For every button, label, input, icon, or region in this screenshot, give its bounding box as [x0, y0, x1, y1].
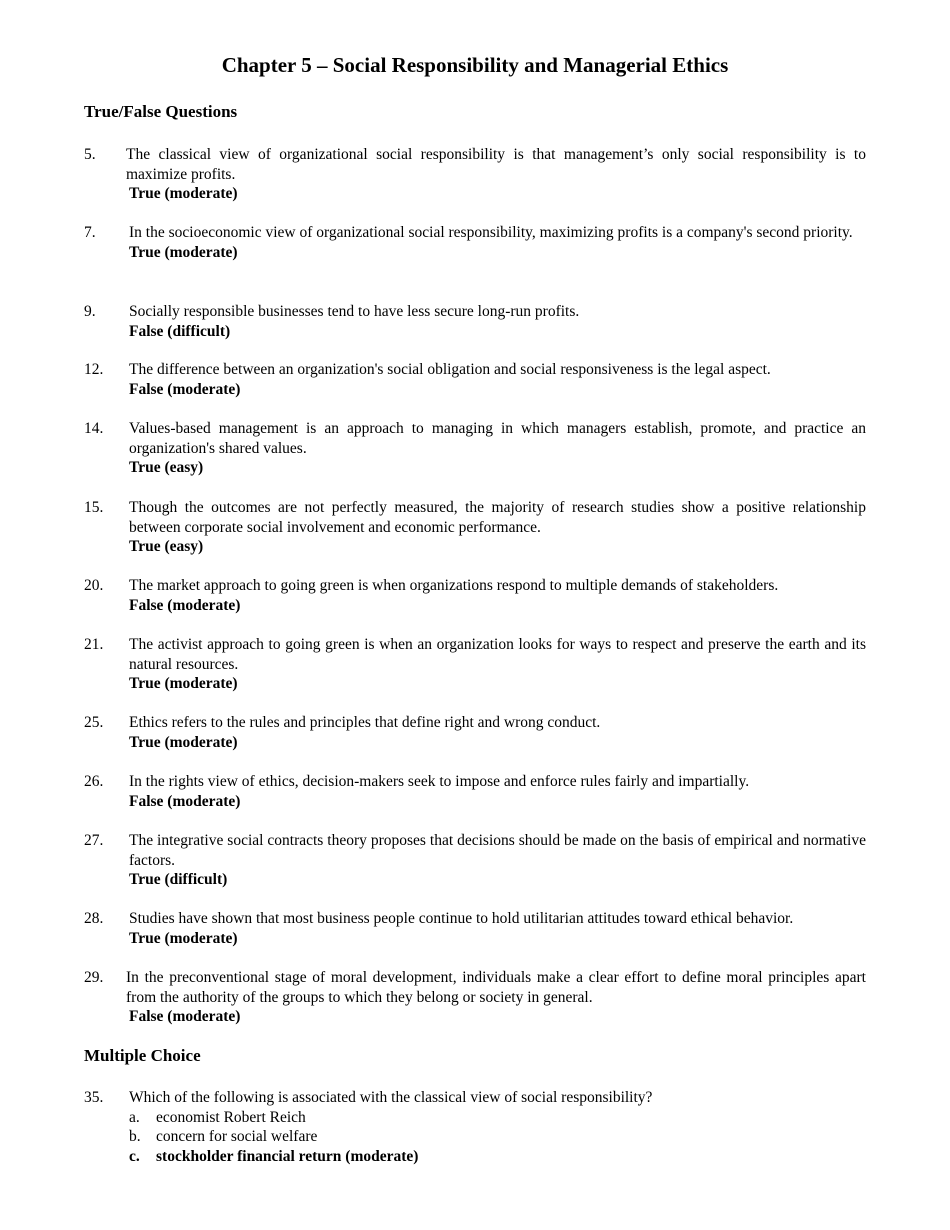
- question-number: 21.: [84, 636, 104, 653]
- question-number: 29.: [84, 969, 104, 986]
- question-answer: False (difficult): [129, 322, 231, 340]
- question-text: The market approach to going green is when organizations respond to multiple demands of stakeholders.: [129, 577, 779, 594]
- question-text: Ethics refers to the rules and principles that define right and wrong conduct.: [129, 714, 601, 731]
- option-text: stockholder financial return (moderate): [156, 1147, 419, 1165]
- question-item: [84, 223, 866, 262]
- question-text: Though the outcomes are not perfectly measured, the majority of research studies show a positive relationship between corporate social involvement and economic performance.: [129, 499, 866, 536]
- question-answer: True (difficult): [129, 871, 228, 888]
- question-answer: True (moderate): [129, 675, 238, 692]
- question-number: 20.: [84, 577, 104, 594]
- question-number: 5.: [84, 146, 96, 163]
- question-number: 15.: [84, 499, 104, 516]
- question-number: 14.: [84, 420, 104, 437]
- question-text: Values-based management is an approach to managing in which managers establish, promote, and practice an organization's shared values.: [129, 420, 866, 457]
- question-item: [84, 635, 866, 694]
- question-item: [84, 360, 866, 399]
- question-item: [84, 909, 866, 948]
- question-item: [84, 145, 866, 204]
- question-answer: False (moderate): [129, 1008, 241, 1025]
- question-answer: True (easy): [129, 538, 204, 555]
- question-answer: False (moderate): [129, 792, 241, 810]
- question-text: Socially responsible businesses tend to have less secure long-run profits.: [129, 303, 580, 320]
- question-item: [84, 968, 866, 1027]
- question-text: In the preconventional stage of moral development, individuals make a clear effort to define moral principles apart from the authority of the groups to which they belong or society in general.: [126, 969, 866, 1006]
- question-number: 26.: [84, 773, 104, 790]
- question-answer: False (moderate): [129, 380, 241, 398]
- question-answer: False (moderate): [129, 596, 241, 614]
- question-item: [84, 576, 866, 615]
- question-text: The classical view of organizational social responsibility is that management’s only social responsibility is to maximize profits.: [126, 146, 866, 183]
- question-text: The activist approach to going green is when an organization looks for ways to respect and preserve the earth and its natural resources.: [129, 636, 866, 673]
- question-item: [84, 772, 866, 811]
- question-number: 12.: [84, 361, 104, 378]
- question-number: 28.: [84, 910, 104, 927]
- question-number: 25.: [84, 714, 104, 731]
- question-number: 7.: [84, 224, 96, 241]
- option-letter: c.: [129, 1147, 140, 1165]
- option-letter: a.: [129, 1108, 140, 1126]
- section-heading-true-false: True/False Questions: [84, 102, 238, 121]
- question-number: 27.: [84, 832, 104, 849]
- option-letter: b.: [129, 1128, 141, 1145]
- question-item: [84, 498, 866, 557]
- question-item: [84, 713, 866, 752]
- option-text: concern for social welfare: [156, 1128, 318, 1145]
- question-number: 9.: [84, 303, 96, 320]
- question-item: [84, 831, 866, 890]
- question-text: In the socioeconomic view of organizational social responsibility, maximizing profits is a company's second priority.: [129, 224, 853, 241]
- option-text: economist Robert Reich: [156, 1108, 306, 1126]
- question-item: [84, 302, 866, 341]
- question-text: Studies have shown that most business people continue to hold utilitarian attitudes toward ethical behavior.: [129, 910, 794, 927]
- page-title: Chapter 5 – Social Responsibility and Managerial Ethics: [221, 53, 729, 77]
- question-text: Which of the following is associated with the classical view of social responsibility?: [129, 1089, 653, 1106]
- question-text: The difference between an organization's social obligation and social responsiveness is the legal aspect.: [129, 361, 771, 378]
- question-answer: True (moderate): [129, 185, 238, 202]
- question-item: [84, 419, 866, 478]
- question-number: 35.: [84, 1089, 104, 1106]
- mc-question-item: [84, 1088, 866, 1108]
- question-text: In the rights view of ethics, decision-makers seek to impose and enforce rules fairly and impartially.: [129, 773, 750, 790]
- question-text: The integrative social contracts theory proposes that decisions should be made on the basis of empirical and normative factors.: [129, 832, 866, 869]
- question-answer: True (moderate): [129, 733, 238, 751]
- question-answer: True (moderate): [129, 243, 238, 261]
- section-heading-multiple-choice: Multiple Choice: [84, 1046, 201, 1065]
- question-answer: True (moderate): [129, 929, 238, 947]
- question-answer: True (easy): [129, 459, 204, 476]
